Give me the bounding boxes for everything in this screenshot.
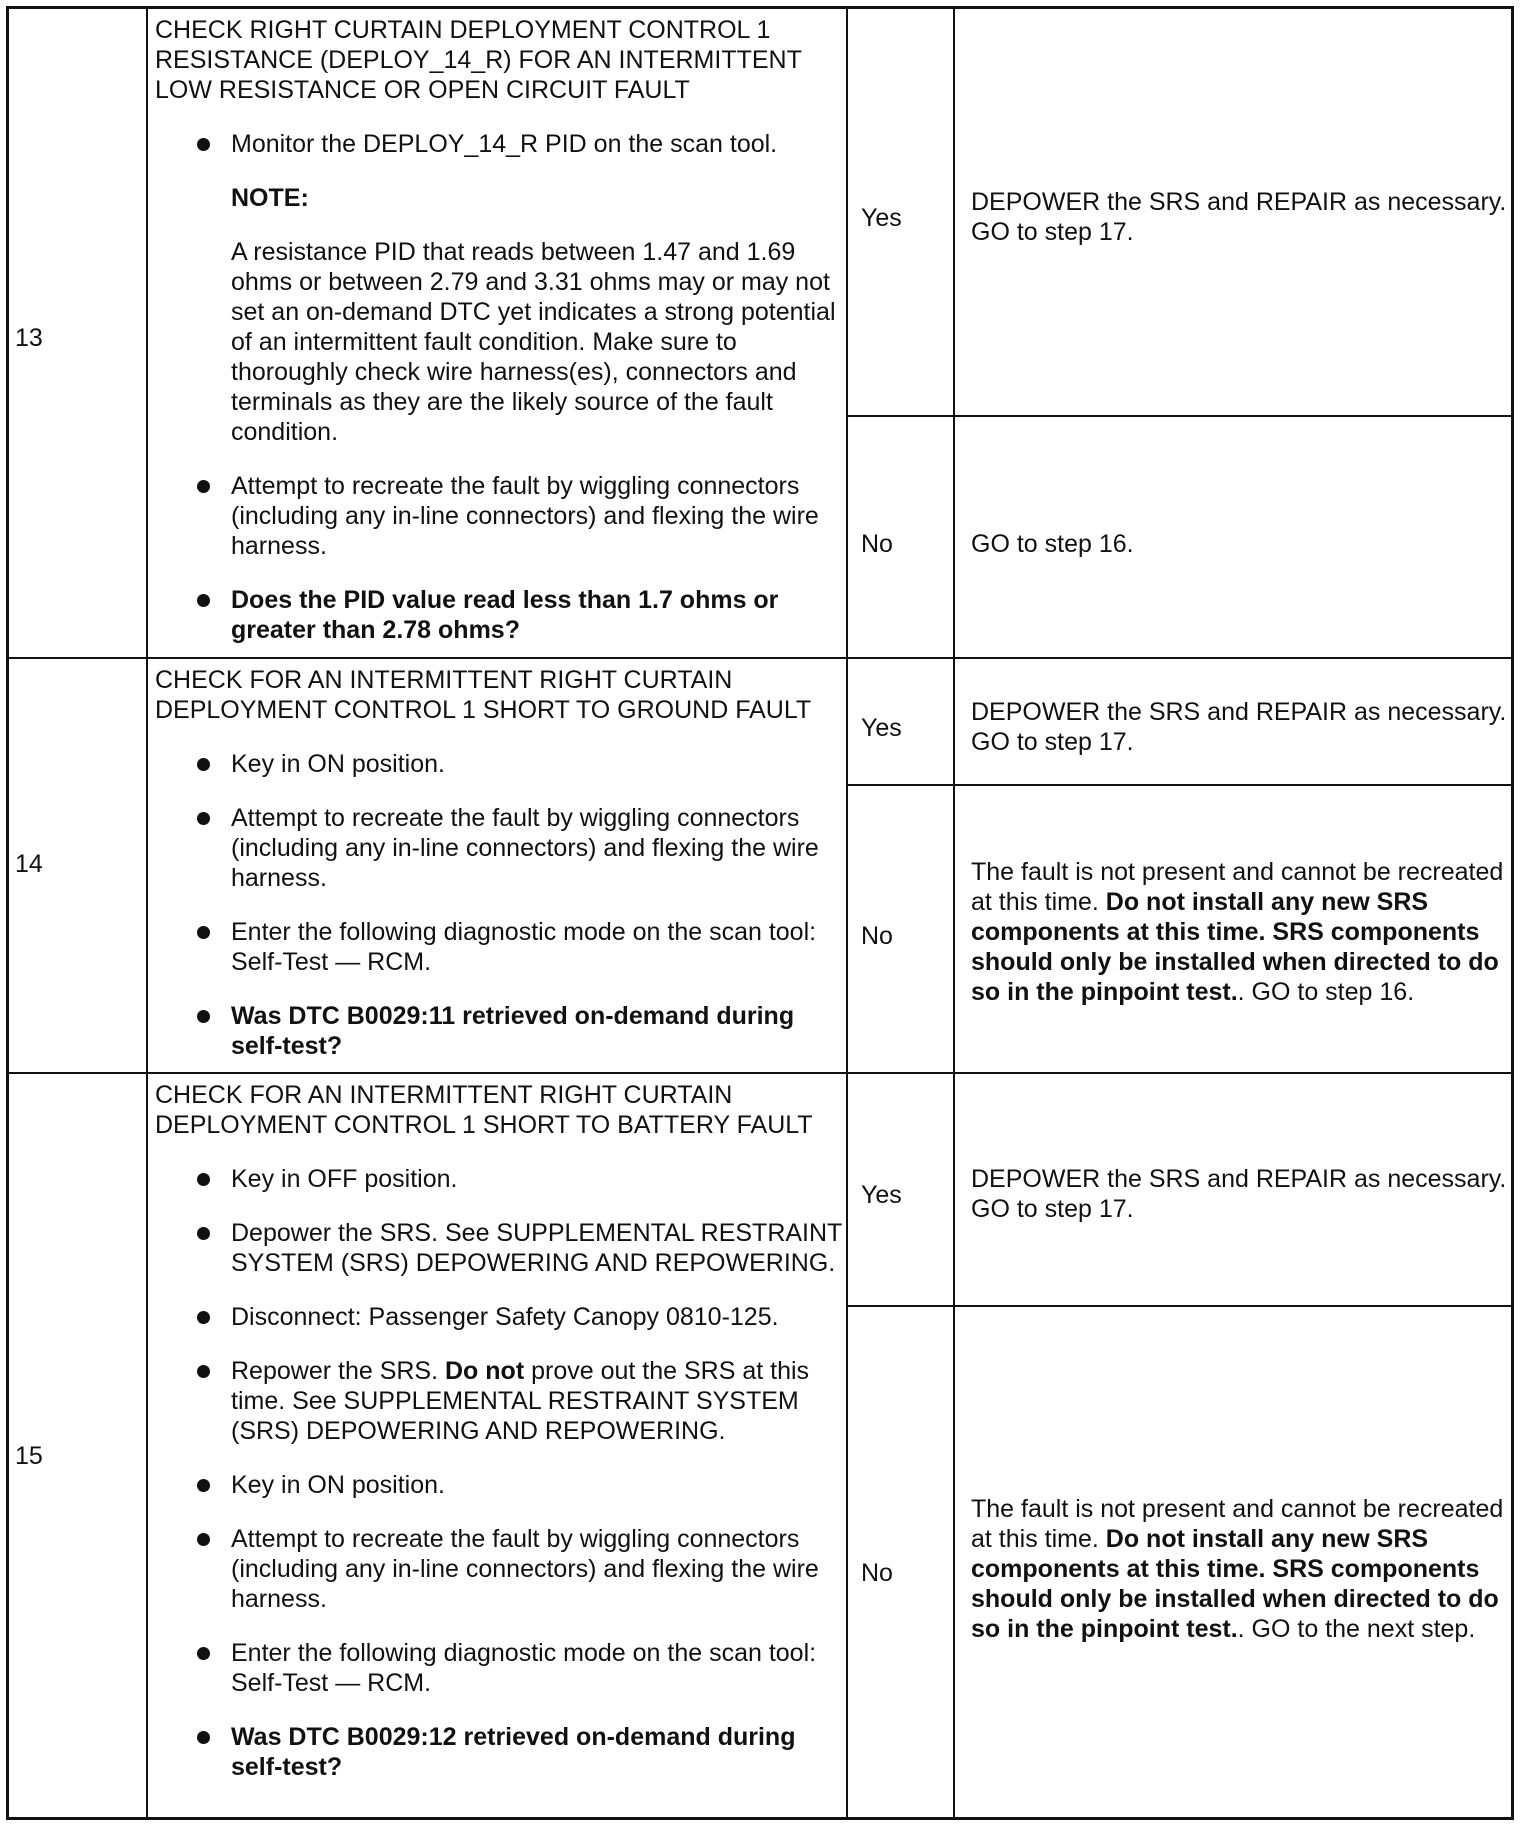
step-action <box>155 665 845 1061</box>
step-number: 13 <box>15 324 43 352</box>
bullet-item: Key in ON position. <box>155 749 845 779</box>
answer-no-label: No <box>861 1559 893 1587</box>
row-divider <box>9 657 1511 659</box>
answer-yes-label: Yes <box>861 714 902 742</box>
bullet-item: Disconnect: Passenger Safety Canopy 0810-125. <box>155 1302 845 1332</box>
bullet-item: Attempt to recreate the fault by wiggling connectors (including any in-line connectors) and flexing the wire harness. <box>155 1524 845 1614</box>
answer-no-result: GO to step 16. <box>971 530 1134 558</box>
step-number: 14 <box>15 850 43 878</box>
step-question: Was DTC B0029:11 retrieved on-demand during self-test? <box>155 1001 845 1061</box>
column-divider <box>846 9 848 1817</box>
bullet-icon <box>197 812 210 825</box>
bullet-icon <box>197 594 210 607</box>
answer-yes-result: DEPOWER the SRS and REPAIR as necessary. GO to step 17. <box>971 1165 1507 1223</box>
bullet-icon <box>197 1647 210 1660</box>
answer-divider <box>846 1305 1511 1307</box>
bullet-item: Enter the following diagnostic mode on the scan tool: Self-Test — RCM. <box>155 1638 845 1698</box>
bullet-icon <box>197 1311 210 1324</box>
bullet-item: Key in OFF position. <box>155 1164 845 1194</box>
pinpoint-test-table <box>6 6 1514 1820</box>
bullet-item: Attempt to recreate the fault by wiggling connectors (including any in-line connectors) and flexing the wire harness. <box>155 803 845 893</box>
bullet-icon <box>197 1533 210 1546</box>
answer-yes-result: DEPOWER the SRS and REPAIR as necessary. GO to step 17. <box>971 698 1507 756</box>
bullet-item: Depower the SRS. See SUPPLEMENTAL RESTRAINT SYSTEM (SRS) DEPOWERING AND REPOWERING. <box>155 1218 845 1278</box>
row-divider <box>9 1072 1511 1074</box>
bullet-icon <box>197 138 210 151</box>
step-heading: CHECK RIGHT CURTAIN DEPLOYMENT CONTROL 1 RESISTANCE (DEPLOY_14_R) FOR AN INTERMITTENT LOW RESISTANCE OR OPEN CIRCUIT FAULT <box>155 16 802 104</box>
answer-yes-label: Yes <box>861 204 902 232</box>
answer-yes-label: Yes <box>861 1181 902 1209</box>
step-question: Was DTC B0029:12 retrieved on-demand during self-test? <box>155 1722 845 1782</box>
note-label: NOTE: <box>231 184 309 212</box>
bullet-item: Key in ON position. <box>155 1470 845 1500</box>
step-number: 15 <box>15 1442 43 1470</box>
step-action <box>155 15 845 645</box>
bullet-icon <box>197 1173 210 1186</box>
bullet-icon <box>197 926 210 939</box>
bullet-icon <box>197 1731 210 1744</box>
answer-no-result: The fault is not present and cannot be recreated at this time. Do not install any new SRS components at this time. SRS components should only be installed when directed to do so in the pinpoint test.. GO to step 16. <box>971 858 1504 1006</box>
bullet-icon <box>197 1227 210 1240</box>
bullet-item: Attempt to recreate the fault by wiggling connectors (including any in-line connectors) and flexing the wire harness. <box>155 471 845 561</box>
bullet-item: Monitor the DEPLOY_14_R PID on the scan tool. <box>155 129 845 159</box>
bullet-icon <box>197 758 210 771</box>
bullet-icon <box>197 1010 210 1023</box>
step-heading: CHECK FOR AN INTERMITTENT RIGHT CURTAIN DEPLOYMENT CONTROL 1 SHORT TO GROUND FAULT <box>155 666 812 724</box>
step-heading: CHECK FOR AN INTERMITTENT RIGHT CURTAIN DEPLOYMENT CONTROL 1 SHORT TO BATTERY FAULT <box>155 1081 813 1139</box>
bullet-item: Repower the SRS. Do not prove out the SRS at this time. See SUPPLEMENTAL RESTRAINT SYSTEM (SRS) DEPOWERING AND REPOWERING. <box>155 1356 845 1446</box>
note-text: A resistance PID that reads between 1.47 and 1.69 ohms or between 2.79 and 3.31 ohms may or may not set an on-demand DTC yet indicates a strong potential of an intermittent fault condition. Make sure to thoroughly check wire harness(es), connectors and terminals as they are the likely source of the fault condition. <box>231 238 836 446</box>
answer-no-result: The fault is not present and cannot be recreated at this time. Do not install any new SRS components at this time. SRS components should only be installed when directed to do so in the pinpoint test.. GO to the next step. <box>971 1495 1504 1643</box>
column-divider <box>953 9 955 1817</box>
step-question: Does the PID value read less than 1.7 ohms or greater than 2.78 ohms? <box>155 585 845 645</box>
bullet-icon <box>197 1365 210 1378</box>
answer-yes-result: DEPOWER the SRS and REPAIR as necessary. GO to step 17. <box>971 188 1507 246</box>
bullet-icon <box>197 1479 210 1492</box>
bullet-icon <box>197 480 210 493</box>
answer-divider <box>846 415 1511 417</box>
step-action <box>155 1080 845 1782</box>
column-divider <box>146 9 148 1817</box>
bullet-item: Enter the following diagnostic mode on the scan tool: Self-Test — RCM. <box>155 917 845 977</box>
answer-no-label: No <box>861 922 893 950</box>
answer-no-label: No <box>861 530 893 558</box>
answer-divider <box>846 784 1511 786</box>
